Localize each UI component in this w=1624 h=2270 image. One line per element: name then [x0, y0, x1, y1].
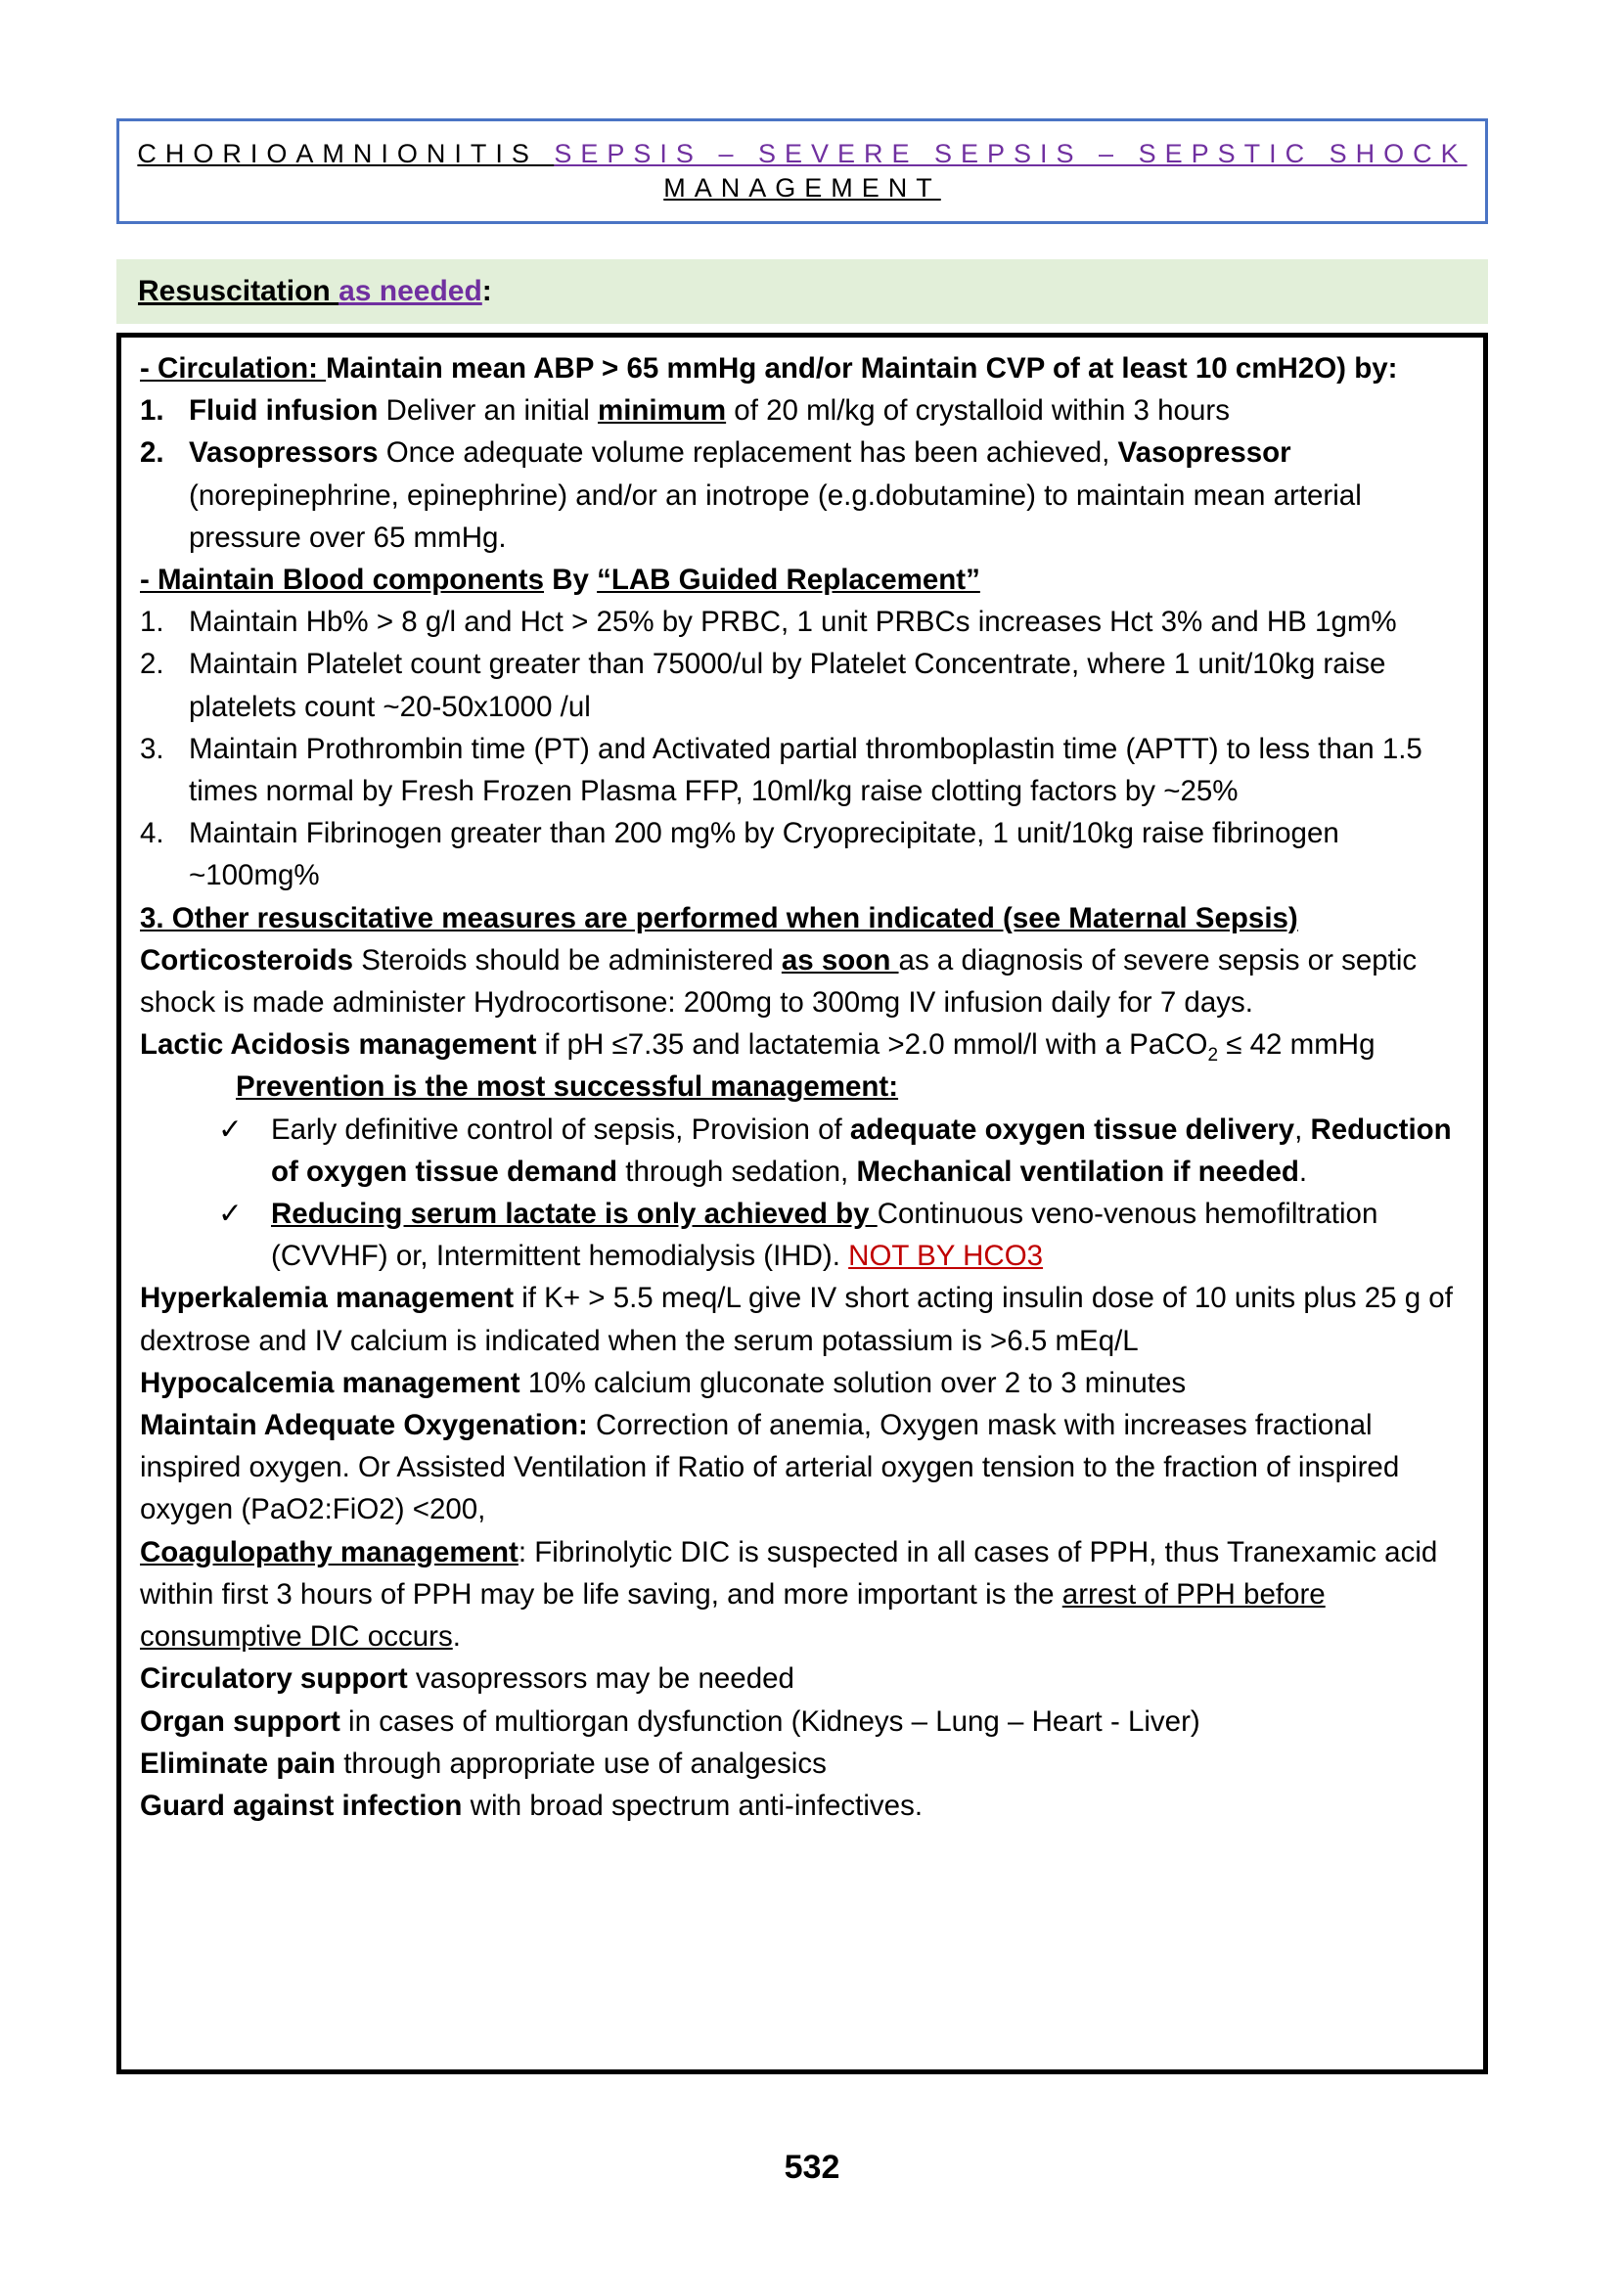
paragraph-text: : Fibrinolytic DIC is suspected in all cases of PPH, thus Tranexamic acid within first 3 hours of PPH may be life saving, and more important is the — [140, 1535, 1438, 1611]
blood-item-1 — [140, 601, 1464, 643]
blood-heading-part: By — [544, 564, 598, 597]
resuscitation-label: Resuscitation — [138, 275, 339, 307]
checkmark-icon: ✓ — [218, 1112, 243, 1146]
title-management: MANAGEMENT — [663, 173, 941, 203]
lactic-acidosis-paragraph — [140, 1023, 1464, 1066]
item-number: 4. — [140, 817, 164, 850]
other-measures-heading — [140, 897, 1464, 939]
coagulopathy-label: Coagulopathy management — [140, 1535, 519, 1568]
corticosteroids-label: Corticosteroids — [140, 943, 354, 976]
blood-item-2 — [140, 643, 1464, 727]
item-number: 1. — [140, 394, 164, 428]
paragraph-text: 10% calcium gluconate solution over 2 to 3 minutes — [519, 1366, 1187, 1399]
organ-support-paragraph — [140, 1701, 1464, 1743]
item-text: Early definitive control of sepsis, Provision of — [271, 1112, 850, 1146]
oxygenation-label: Maintain Adequate Oxygenation: — [140, 1409, 588, 1442]
guard-infection-label: Guard against infection — [140, 1789, 463, 1822]
paragraph-text: as a diagnosis of severe sepsis or septic shock is made administer Hydrocortisone: 200mg to 300mg IV infusion daily for 7 days. — [140, 943, 1418, 1020]
circulatory-support-paragraph — [140, 1657, 1464, 1700]
check-item-1 — [140, 1109, 1464, 1193]
arrest-pph-text: arrest of PPH before consumptive DIC occurs — [140, 1577, 1326, 1654]
paragraph-text: if pH ≤7.35 and lactatemia >2.0 mmol/l with a PaCO — [536, 1028, 1208, 1062]
minimum-label: minimum — [597, 394, 727, 428]
bold-text: adequate oxygen tissue delivery — [849, 1112, 1295, 1146]
item-number: 1. — [140, 606, 164, 639]
item-text: Maintain Prothrombin time (PT) and Activated partial thromboplastin time (APTT) to less than 1.5 times normal by Fresh Frozen Plasma FFP, 10ml/kg raise clotting factors by ~25% — [189, 732, 1422, 808]
blood-item-3 — [140, 728, 1464, 812]
resuscitation-colon: : — [481, 275, 492, 307]
page-number: 532 — [784, 2149, 840, 2186]
bold-text: Reduction of oxygen tissue demand — [271, 1112, 1452, 1188]
eliminate-pain-label: Eliminate pain — [140, 1747, 336, 1780]
not-by-hco3-warning: NOT BY HCO3 — [848, 1240, 1044, 1273]
resuscitation-as-needed: as needed — [338, 275, 482, 307]
circulation-item-1 — [140, 389, 1464, 431]
item-text: (norepinephrine, epinephrine) and/or an inotrope (e.g.dobutamine) to maintain mean arterial pressure over 65 mmHg. — [189, 478, 1362, 554]
item-number: 3. — [140, 732, 164, 765]
blood-components-heading — [140, 559, 1464, 601]
item-text: Deliver an initial — [378, 394, 598, 428]
title-part-1: CHORIOAMNIONITIS — [137, 139, 555, 168]
fluid-infusion-label: Fluid infusion — [189, 394, 379, 428]
circulation-text: Maintain mean ABP > 65 mmHg and/or Maintain CVP of at least 10 cmH2O) by: — [326, 352, 1398, 385]
hyperkalemia-paragraph — [140, 1277, 1464, 1361]
check-item-2 — [140, 1193, 1464, 1277]
item-number: 2. — [140, 436, 164, 470]
item-text: Maintain Hb% > 8 g/l and Hct > 25% by PRBC, 1 unit PRBCs increases Hct 3% and HB 1gm% — [189, 606, 1397, 639]
circulation-label: - Circulation: — [140, 352, 327, 385]
vasopressor-label: Vasopressor — [1117, 436, 1291, 470]
infection-paragraph — [140, 1785, 1464, 1827]
subscript: 2 — [1207, 1045, 1219, 1067]
oxygenation-paragraph — [140, 1404, 1464, 1531]
as-soon-label: as soon — [781, 943, 899, 976]
paragraph-text: ≤ 42 mmHg — [1218, 1028, 1376, 1062]
title-part-2: SEPSIS – SEVERE SEPSIS – SEPSTIC SHOCK — [554, 139, 1467, 168]
paragraph-text: if K+ > 5.5 meq/L give IV short acting insulin dose of 10 units plus 25 g of dextrose and IV calcium is indicated when the serum potassium is >6.5 mEq/L — [140, 1282, 1453, 1357]
paragraph-text: with broad spectrum anti-infectives. — [462, 1789, 924, 1822]
paragraph-text: . — [452, 1620, 461, 1654]
vasopressors-label: Vasopressors — [189, 436, 379, 470]
resuscitation-heading — [116, 259, 1488, 324]
pain-paragraph — [140, 1743, 1464, 1785]
title-line-1 — [119, 137, 1485, 171]
item-text: Continuous veno-venous hemofiltration (CVVHF) or, Intermittent hemodialysis (IHD). — [271, 1198, 1378, 1273]
hypocalcemia-paragraph — [140, 1362, 1464, 1404]
hyperkalemia-label: Hyperkalemia management — [140, 1282, 515, 1315]
circulation-line — [140, 347, 1464, 389]
blood-heading-part: “LAB Guided Replacement” — [597, 564, 980, 597]
checkmark-icon: ✓ — [218, 1198, 243, 1231]
other-heading-text: 3. Other resuscitative measures are performed when indicated (see Maternal Sepsis) — [140, 901, 1298, 934]
item-number: 2. — [140, 648, 164, 681]
management-content-box — [116, 333, 1488, 2074]
lactic-acidosis-label: Lactic Acidosis management — [140, 1028, 537, 1062]
circulation-item-2 — [140, 431, 1464, 559]
item-text: of 20 ml/kg of crystalloid within 3 hours — [726, 394, 1230, 428]
item-text: Maintain Platelet count greater than 75000/ul by Platelet Concentrate, where 1 unit/10kg raise platelets count ~20-50x1000 /ul — [189, 648, 1386, 723]
paragraph-text: through appropriate use of analgesics — [336, 1747, 827, 1780]
paragraph-text: Correction of anemia, Oxygen mask with increases fractional inspired oxygen. Or Assisted Ventilation if Ratio of arterial oxygen tension to the fraction of inspired oxygen (PaO2:FiO2) <200, — [140, 1409, 1400, 1526]
hypocalcemia-label: Hypocalcemia management — [140, 1366, 520, 1399]
organ-support-label: Organ support — [140, 1704, 340, 1738]
title-line-2 — [119, 171, 1485, 205]
bold-text: Mechanical ventilation if needed — [856, 1155, 1299, 1188]
item-text: through sedation, — [617, 1155, 857, 1188]
paragraph-text: in cases of multiorgan dysfunction (Kidneys – Lung – Heart - Liver) — [339, 1704, 1200, 1738]
prevention-heading — [140, 1066, 1464, 1108]
corticosteroids-paragraph — [140, 939, 1464, 1023]
paragraph-text: vasopressors may be needed — [407, 1662, 794, 1696]
blood-item-4 — [140, 812, 1464, 896]
bold-underlined-text: Reducing serum lactate is only achieved by — [271, 1198, 878, 1231]
page-title — [116, 118, 1488, 224]
item-text: Maintain Fibrinogen greater than 200 mg% by Cryoprecipitate, 1 unit/10kg raise fibrinogen ~100mg% — [189, 817, 1339, 892]
coagulopathy-paragraph — [140, 1531, 1464, 1658]
item-text: . — [1298, 1155, 1308, 1188]
prevention-heading-text: Prevention is the most successful management: — [236, 1070, 899, 1104]
item-text: , — [1294, 1112, 1311, 1146]
paragraph-text: Steroids should be administered — [353, 943, 782, 976]
blood-heading-part: - Maintain Blood components — [140, 564, 544, 597]
item-text: Once adequate volume replacement has been achieved, — [378, 436, 1118, 470]
circulatory-support-label: Circulatory support — [140, 1662, 408, 1696]
